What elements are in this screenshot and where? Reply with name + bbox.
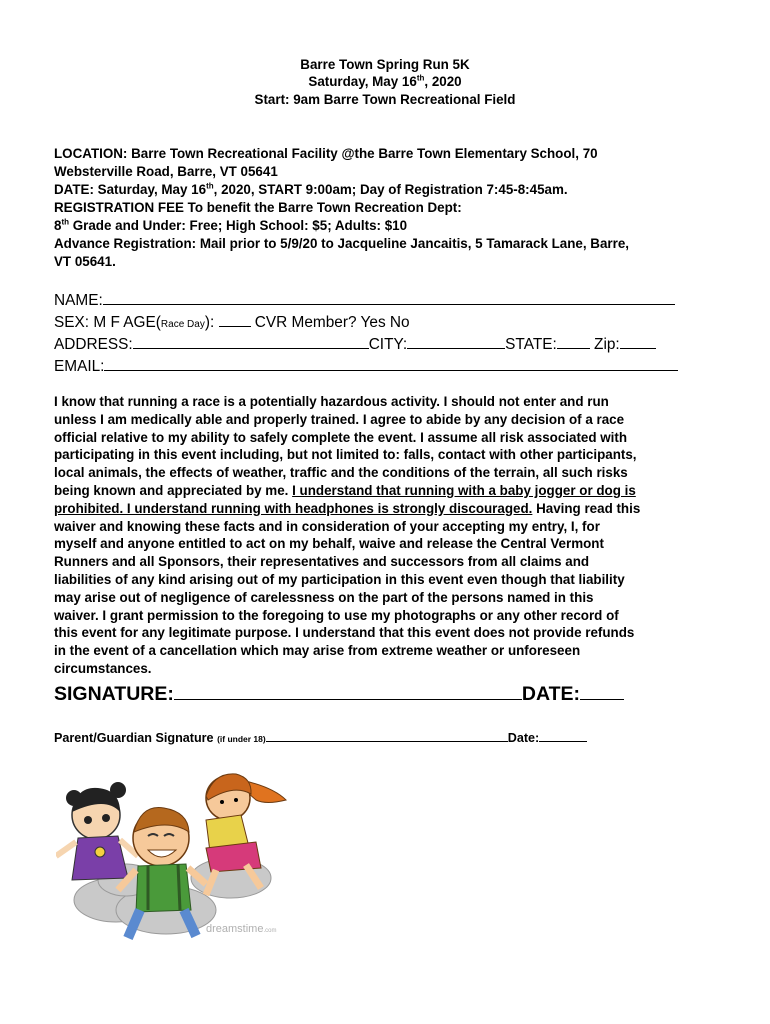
signature-field[interactable] — [174, 681, 522, 700]
waiver-line: myself and anyone entitled to act on my behalf, waive and release the Central Vermont — [54, 536, 604, 552]
email-label: EMAIL: — [54, 358, 105, 375]
race-day-note: Race Day — [160, 319, 205, 330]
kids-running-illustration — [56, 760, 306, 950]
parent-signature-field[interactable] — [266, 729, 508, 742]
waiver-line: Runners and all Sponsors, their representatives and successors from all claims and — [54, 554, 590, 570]
sex-row: SEX: M F AGE(Race Day): CVR Member? Yes No — [54, 314, 410, 331]
waiver-line: liabilities of any kind arising out of my participation in this event even though that liability — [54, 571, 625, 587]
waiver-line: official relative to my ability to safely complete the event. I assume all risk associated with — [54, 429, 628, 445]
date-label: DATE: — [521, 683, 581, 705]
waiver-line: I know that running a race is a potentially hazardous activity. I should not enter and run — [54, 394, 609, 409]
date-field[interactable] — [580, 681, 624, 700]
waiver-line: being known and appreciated by me. I understand that running with a baby jogger or dog is — [54, 482, 636, 498]
waiver-line: circumstances. — [54, 660, 152, 676]
entry-form — [54, 290, 678, 378]
city-label: CITY: — [368, 336, 408, 353]
advance-line-1: Advance Registration: Mail prior to 5/9/20 to Jacqueline Jancaitis, 5 Tamarack Lane, Barre, — [54, 236, 630, 251]
waiver-line: in the event of a cancellation which may arise from extreme weather or unforeseen — [54, 643, 581, 659]
name-row — [54, 290, 678, 312]
parent-date-label: Date: — [507, 731, 540, 745]
sex-label: SEX: M F AGE( — [54, 314, 161, 331]
email-field[interactable] — [104, 356, 678, 371]
waiver-line: participating in this event including, but not limited to: falls, contact with other participants, — [54, 447, 637, 463]
location-line-2: Websterville Road, Barre, VT 05641 — [54, 164, 278, 179]
parent-signature-label: Parent/Guardian Signature — [54, 731, 218, 745]
waiver-text — [54, 393, 724, 678]
event-info — [54, 145, 724, 271]
city-field[interactable] — [407, 334, 505, 349]
waiver-line: waiver and knowing these facts and in consideration of your accepting my entry, I, for — [54, 518, 600, 534]
signature-row — [54, 681, 624, 706]
waiver-line: local animals, the effects of weather, traffic and the conditions of the terrain, all such risks — [54, 465, 628, 481]
waiver-line: this event for any legitimate purpose. I understand that this event does not provide refunds — [54, 625, 635, 641]
advance-line-2: VT 05641. — [54, 254, 116, 269]
event-start: Start: 9am Barre Town Recreational Field — [254, 92, 516, 107]
jogger-notice: I understand that running with a baby jogger or dog is — [292, 482, 636, 498]
watermark: dreamstime.com — [206, 923, 277, 935]
parent-signature-row — [54, 729, 587, 745]
address-row — [54, 334, 678, 356]
email-row — [54, 356, 678, 378]
waiver-line: prohibited. I understand running with headphones is strongly discouraged. Having read this — [54, 500, 641, 516]
event-title: Barre Town Spring Run 5K — [300, 57, 470, 72]
fee-line: REGISTRATION FEE To benefit the Barre Town Recreation Dept: — [54, 200, 462, 215]
state-field[interactable] — [557, 334, 590, 349]
date-line: DATE: Saturday, May 16th, 2020, START 9:00am; Day of Registration 7:45-8:45am. — [54, 181, 568, 197]
age-field[interactable] — [219, 312, 251, 327]
state-label: STATE: — [505, 336, 557, 353]
parent-date-field[interactable] — [539, 729, 587, 742]
waiver-line: may arise out of negligence of carelessness on the part of the persons named in this — [54, 589, 594, 605]
name-label: NAME: — [54, 292, 103, 309]
headphones-notice: prohibited. I understand running with headphones is strongly discouraged. — [54, 500, 533, 516]
zip-label: Zip: — [589, 336, 620, 353]
name-field[interactable] — [103, 290, 675, 305]
cvr-member-label: CVR Member? Yes No — [250, 314, 410, 331]
event-date: Saturday, May 16th, 2020 — [308, 73, 462, 89]
grade-line: 8th Grade and Under: Free; High School: $5; Adults: $10 — [54, 217, 408, 233]
address-field[interactable] — [133, 334, 369, 349]
address-label: ADDRESS: — [54, 336, 133, 353]
location-line-1: LOCATION: Barre Town Recreational Facility @the Barre Town Elementary School, 70 — [54, 146, 598, 161]
waiver-line: waiver. I grant permission to the foregoing to use my photographs or any other record of — [54, 607, 619, 623]
zip-field[interactable] — [620, 334, 656, 349]
under-18-note: (if under 18) — [217, 734, 266, 744]
waiver-line: unless I am medically able and properly trained. I agree to abide by any decision of a race — [54, 411, 625, 427]
signature-label: SIGNATURE: — [54, 683, 174, 705]
